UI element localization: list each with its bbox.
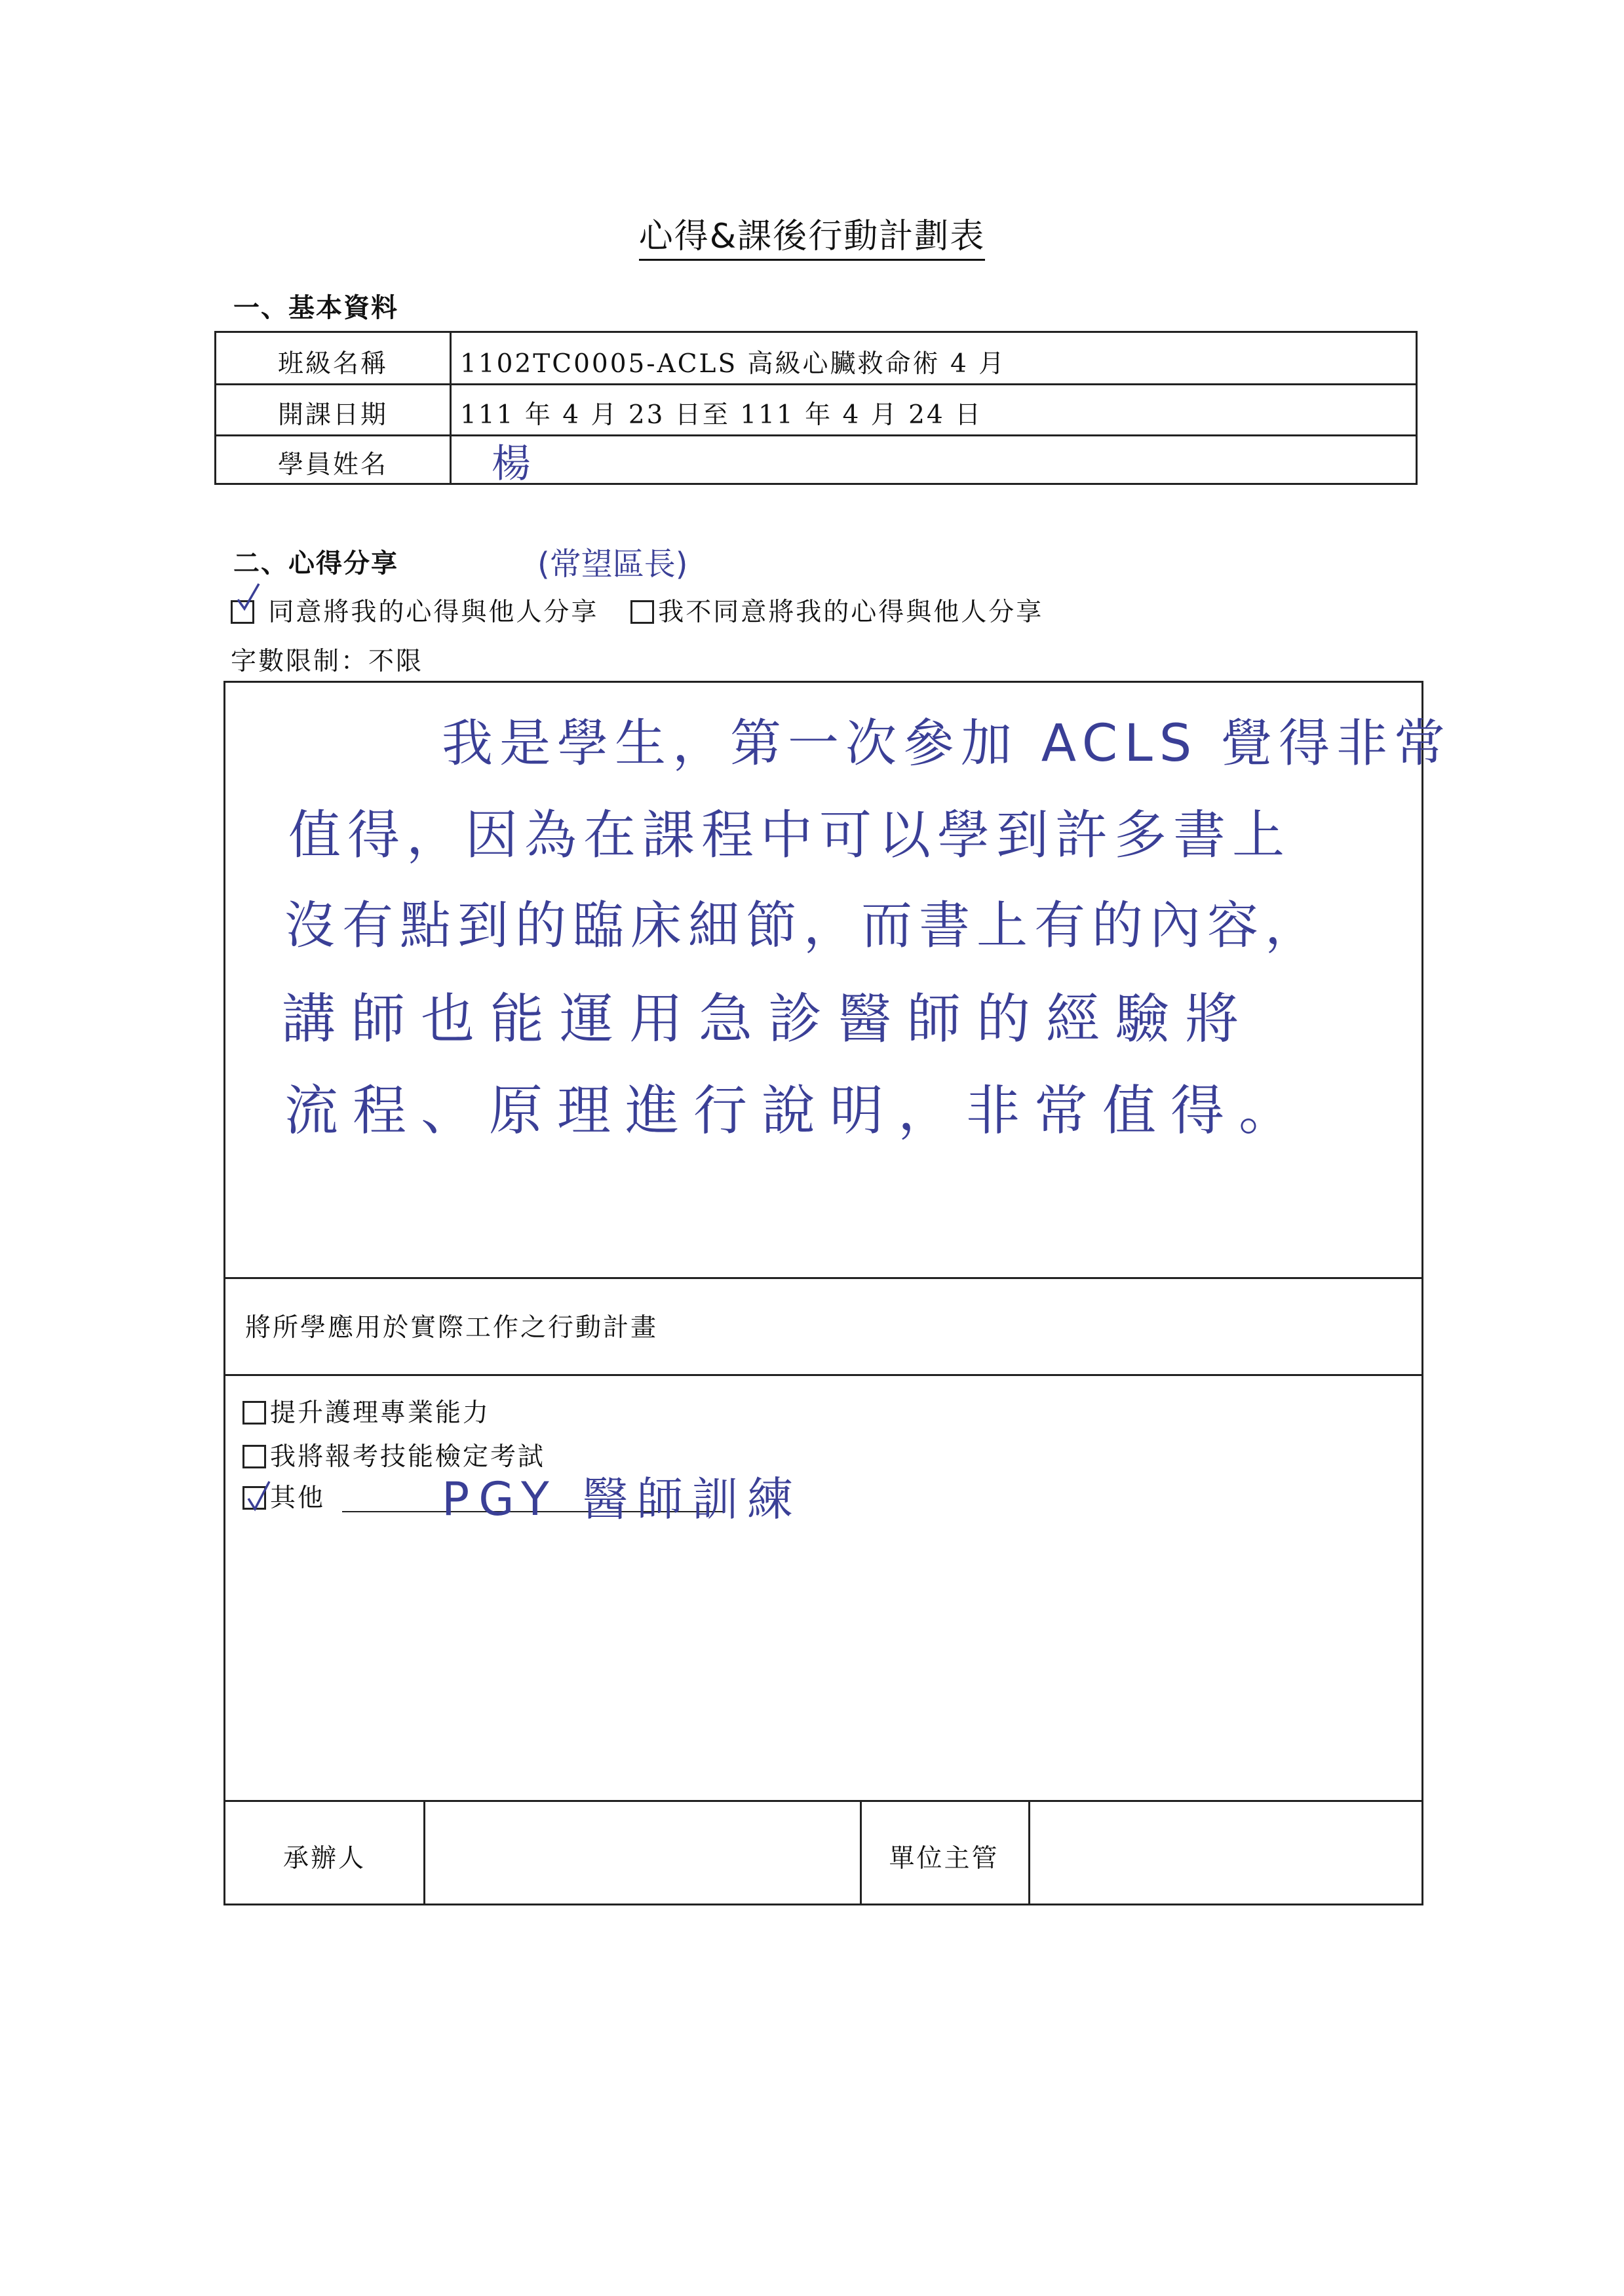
document-title: 心得&課後行動計劃表 xyxy=(0,208,1624,258)
class-name-value: 1102TC0005-ACLS 高級心臟救命術 4 月 xyxy=(460,349,1007,379)
course-date-value: 111 年 4 月 23 日至 111 年 4 月 24 日 xyxy=(460,400,983,430)
handler-label: 承辦人 xyxy=(282,1844,366,1873)
basic-info-table xyxy=(214,331,1418,485)
option-improve-nursing xyxy=(242,1392,490,1429)
reflection-line-1: 我是學生，第一次參加 ACLS 覺得非常 xyxy=(442,714,1452,773)
improve-nursing-label: 提升護理專業能力 xyxy=(270,1398,491,1428)
action-plan-heading: 將所學應用於實際工作之行動計畫 xyxy=(245,1313,659,1343)
skill-exam-label: 我將報考技能檢定考試 xyxy=(270,1442,546,1472)
student-name-label: 學員姓名 xyxy=(277,450,388,480)
section1-heading: 一、基本資料 xyxy=(233,292,398,323)
skill-exam-checkbox[interactable] xyxy=(242,1445,266,1468)
reflection-line-3: 沒有點到的臨床細節，而書上有的內容， xyxy=(284,896,1323,955)
other-handwritten-text: PGY 醫師訓練 xyxy=(442,1472,802,1526)
other-label: 其他 xyxy=(270,1483,326,1513)
option-other xyxy=(242,1478,325,1514)
class-name-label: 班級名稱 xyxy=(277,349,388,379)
consent-row xyxy=(231,592,1043,628)
supervisor-signature-field[interactable] xyxy=(1030,1802,1422,1905)
agree-label: 同意將我的心得與他人分享 xyxy=(268,598,599,627)
check-mark-icon xyxy=(246,1479,272,1512)
reflection-line-5: 流程、原理進行說明，非常值得。 xyxy=(284,1080,1307,1142)
student-name-value: 楊 xyxy=(492,441,531,487)
agree-checkbox[interactable] xyxy=(231,600,254,624)
reflection-line-4: 講師也能運用急診醫師的經驗將 xyxy=(282,988,1255,1050)
disagree-checkbox[interactable] xyxy=(630,600,654,624)
improve-nursing-checkbox[interactable] xyxy=(242,1401,266,1425)
supervisor-label: 單位主管 xyxy=(889,1844,999,1873)
reflection-line-2: 值得，因為在課程中可以學到許多書上 xyxy=(288,805,1291,866)
reflection-and-plan-table xyxy=(223,681,1452,1905)
word-limit-note: 字數限制：不限 xyxy=(231,647,424,676)
handwritten-annotation: (常望區長) xyxy=(537,546,688,583)
section2-heading: 二、心得分享 xyxy=(233,548,398,579)
other-checkbox[interactable] xyxy=(242,1486,266,1510)
check-mark-icon xyxy=(235,583,261,613)
disagree-label: 我不同意將我的心得與他人分享 xyxy=(658,598,1044,627)
handler-signature-field[interactable] xyxy=(425,1802,858,1905)
course-date-label: 開課日期 xyxy=(277,400,388,430)
